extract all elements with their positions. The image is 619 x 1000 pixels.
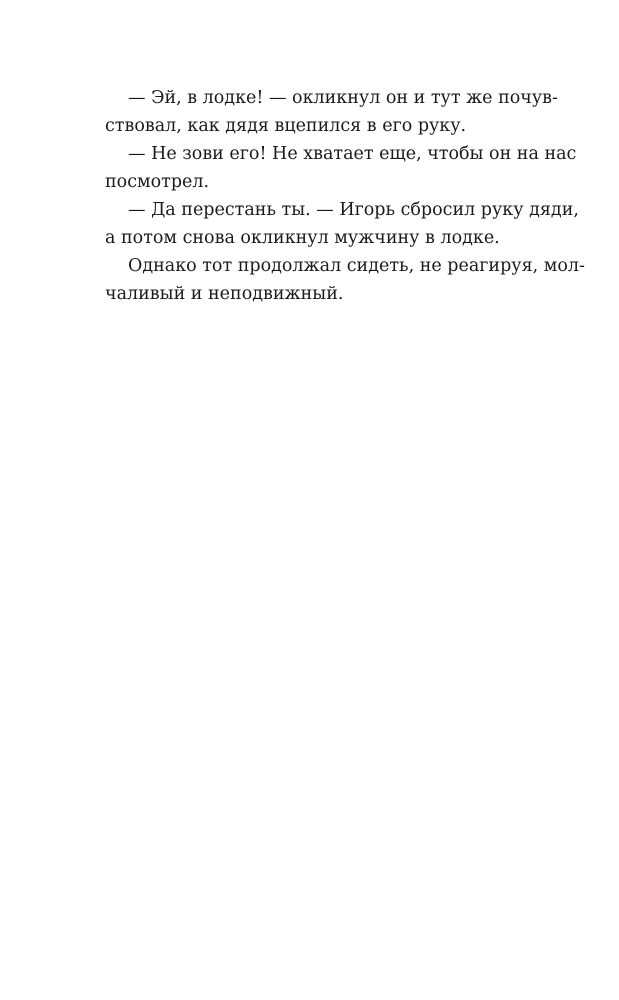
paragraph-2-line-1: — Не зови его! Не хватает еще, чтобы он на нас <box>128 144 577 164</box>
paragraph-1-line-1: — Эй, в лодке! — окликнул он и тут же почув- <box>128 88 558 108</box>
paragraph-2-line-2: посмотрел. <box>105 172 210 192</box>
paragraph-1-line-2: ствовал, как дядя вцепился в его руку. <box>105 116 467 136</box>
body-text <box>105 84 585 308</box>
paragraph-3-line-1: — Да перестань ты. — Игорь сбросил руку дяди, <box>128 200 579 220</box>
paragraph-4-line-2: чаливый и неподвижный. <box>105 284 344 304</box>
paragraph-4-line-1: Однако тот продолжал сидеть, не реагируя, мол- <box>128 256 585 276</box>
paragraph-3-line-2: а потом снова окликнул мужчину в лодке. <box>105 228 500 248</box>
